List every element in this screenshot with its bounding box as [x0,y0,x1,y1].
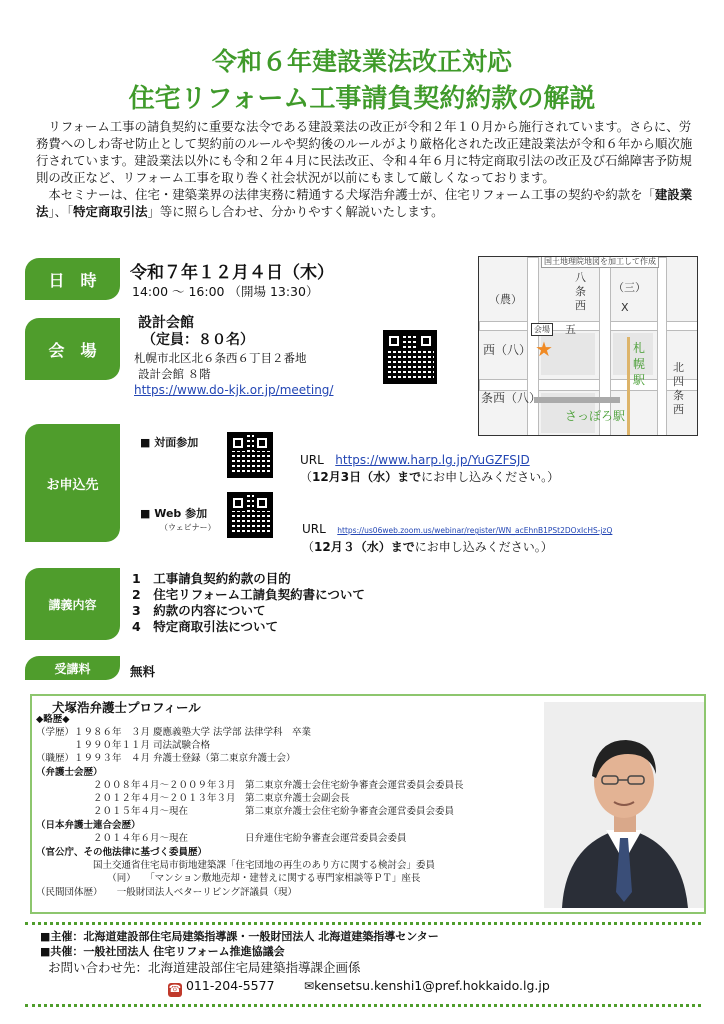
venue-address: 札幌市北区北６条西６丁目２番地 [134,351,307,365]
profile-row: 国土交通省住宅局市街地建築課「住宅団地の再生のあり方に関する検討会」委員 [36,860,436,871]
content-label: 講義内容 [25,568,120,640]
inperson-label: ■ 対面参加 [140,436,199,449]
profile-row: ２０１２年４月～２０１３年３月 第二東京弁護士会副会長 [36,793,350,804]
web-note: （ウェビナー） [160,523,216,532]
map-label: 西 [575,299,586,312]
map-label: 北 [673,361,684,374]
footer-divider [25,922,701,925]
title-line1: 令和６年建設業法改正対応 [211,47,512,76]
web-deadline: （12月３（水）までにお申し込みください。） [302,540,553,554]
map-venue-label: 会場 [531,323,553,336]
venue-capacity: （定員：８０名） [142,332,254,348]
footer-phone[interactable]: 011-204-5577 [185,978,275,993]
footer-divider-bottom [25,1004,701,1007]
profile-row: （職歴）１９９３年 ４月 弁護士登録（第二東京弁護士会） [36,753,296,764]
footer-phone-row [168,978,275,997]
map-label: 西 [673,403,684,416]
venue-qr-code[interactable] [383,330,437,384]
map-station-label: 札 [633,341,646,355]
event-date: 令和７年１２月４日（木） [130,263,334,283]
map-label: 条 [575,285,586,298]
profile-row: （弁護士会歴） [36,767,103,778]
date-label: 日 時 [25,258,120,300]
title-line2: 住宅リフォーム工事請負契約約款の解説 [128,84,596,114]
footer-host: ■主催：北海道建設部住宅局建築指導課・一般財団法人 北海道建築指導センター [40,930,439,943]
mail-icon: ✉ [304,979,315,993]
fee-label: 受講料 [25,656,120,680]
inperson-qr-code[interactable] [227,432,273,478]
intro-paragraph-1: リフォーム工事の請負契約に重要な法令である建設業法の改正が令和２年１０月から施行されています。さらに、労務費へのしわ寄せ防止として契約前のルールや契約後のルールがより厳格化された改正建設業法が令和６年から順次施行されています。建設業法以外にも令和２年４月に民法改正、令和４年６月に特定商取引法の改正及び石綿障害予防規則の改正など、リフォーム工事を取り巻く社会状況が以前にもまして厳しくなっております。 [36,119,693,185]
footer-cohost: ■共催：一般社団法人 住宅リフォーム推進協議会 [40,945,285,958]
map-station-label: 駅 [633,373,646,387]
profile-row: （民間団体歴） 一般財団法人ベターリビング評議員（現） [36,887,298,898]
map-label: 西（八） [483,343,532,357]
map-label: （農） [489,293,522,306]
profile-heading: 犬塚浩弁護士プロフィール [52,700,201,715]
fee-value: 無料 [130,664,156,679]
web-label: ■ Web 参加 [140,507,208,520]
content-item: 2 住宅リフォーム工請負契約書について [132,587,365,602]
lawyer-photo [544,702,704,908]
profile-row: ◆略歴◆ [36,714,70,725]
profile-row: ２００８年４月～２００９年３月 第二東京弁護士会住宅紛争審査会運営委員会委員長 [36,780,464,791]
profile-row: ２０１４年６月～現在 日弁連住宅紛争審査会運営委員会委員 [36,833,407,844]
map-label: 条 [673,389,684,402]
web-url-row: URL https://us06web.zoom.us/webinar/register/WN_acEhnB1PSt2DOxIcHS-jzQ [302,522,613,536]
web-qr-code[interactable] [227,492,273,538]
map-label: 八 [575,271,586,284]
map-label: 四 [673,375,684,388]
venue-map [478,256,698,436]
venue-label: 会 場 [25,318,120,380]
venue-name: 設計会館 [138,315,194,331]
map-label: 条西（八） [481,391,542,405]
profile-row: （学歴）１９８６年 ３月 慶應義塾大学 法学部 法律学科 卒業 [36,727,312,738]
content-item: 1 工事請負契約約款の目的 [132,571,291,586]
phone-icon: ☎ [168,984,182,995]
map-label: 五 [565,323,576,336]
apply-label: お申込先 [25,424,120,542]
footer-contact: お問い合わせ先：北海道建設部住宅局建築指導課企画係 [48,960,361,975]
venue-url-link[interactable]: https://www.do-kjk.or.jp/meeting/ [134,383,334,397]
intro-text [36,118,696,220]
profile-row: （同） 「マンション敷地売却・建替えに関する専門家相談等ＰＴ」座長 [36,873,421,884]
web-url-link[interactable]: https://us06web.zoom.us/webinar/register/WN_acEhnB1PSt2DOxIcHS-jzQ [337,526,613,535]
map-station-label: 幌 [633,357,646,371]
content-list [132,571,365,635]
intro-paragraph-2: 本セミナーは、住宅・建築業界の法律実務に精通する犬塚浩弁護士が、住宅リフォーム工事の契約や約款を「建設業法」、「特定商取引法」等に照らし合わせ、分かりやすく解説いたします。 [36,187,693,219]
map-credit: 国土地理院地図を加工して作成 [541,256,659,268]
inperson-url-link[interactable]: https://www.harp.lg.jp/YuGZFSJD [335,453,530,467]
content-item: 3 約款の内容について [132,603,266,618]
profile-row: （官公庁、その他法律に基づく委員歴） [36,847,208,858]
map-station-label: さっぽろ駅 [565,409,626,423]
profile-box [30,694,706,914]
content-item: 4 特定商取引法について [132,619,278,634]
event-time: 14:00 ～ 16:00 （開場 13:30） [132,284,319,299]
footer-email[interactable]: kensetsu.kenshi1@pref.hokkaido.lg.jp [314,978,550,993]
profile-row: （日本弁護士連合会歴） [36,820,141,831]
map-label: （三） [613,281,646,294]
map-label: X [621,301,629,314]
inperson-url-row: URL https://www.harp.lg.jp/YuGZFSJD [300,453,530,467]
inperson-deadline: （12月3日（水）までにお申し込みください。） [300,470,560,484]
venue-star-icon: ★ [535,337,553,361]
footer-email-row [304,978,550,993]
profile-row: ２０１５年４月～現在 第二東京弁護士会住宅紛争審査会運営委員会委員 [36,806,455,817]
profile-row: １９９０年１１月 司法試験合格 [36,740,211,751]
venue-building: 設計会館 ８階 [138,367,211,381]
